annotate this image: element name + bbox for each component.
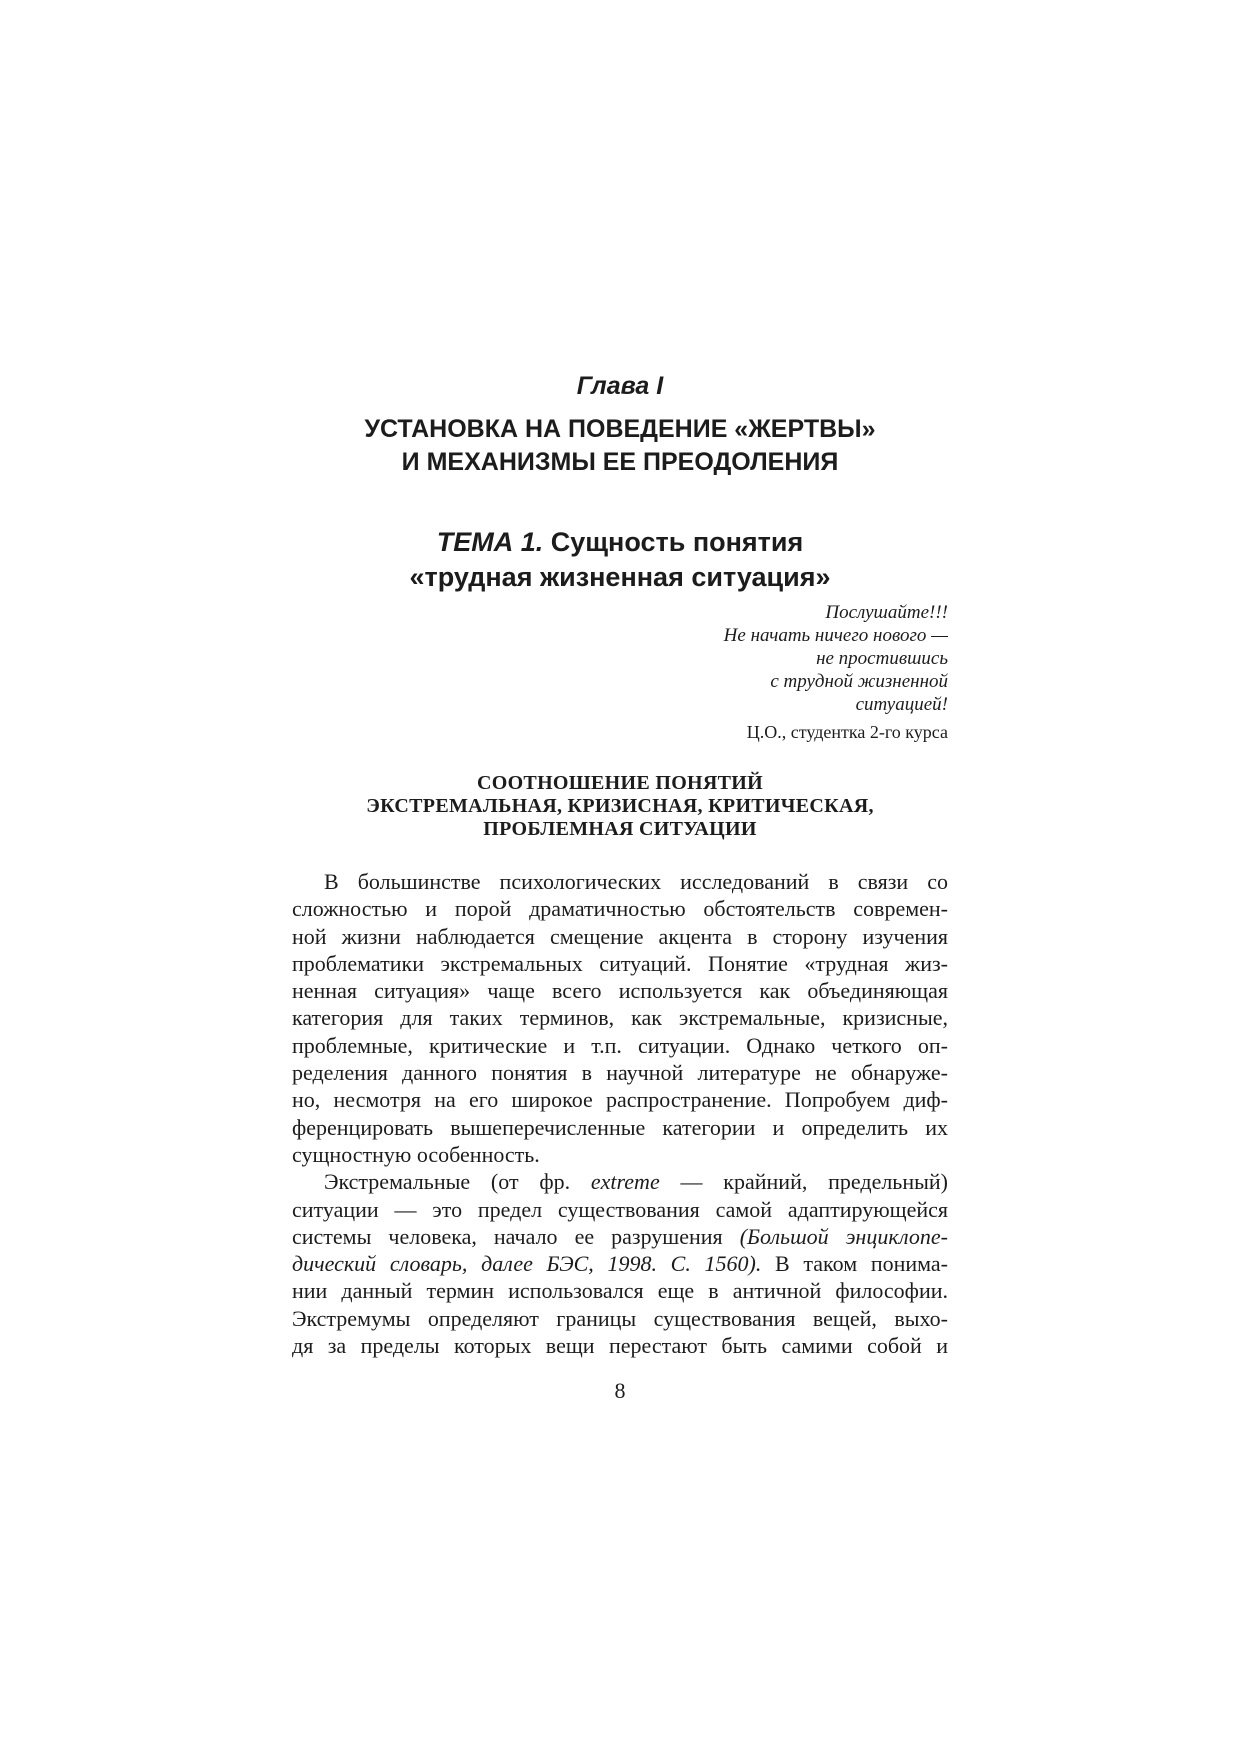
paragraph-line: ференцировать вышеперечисленные категории и определить их <box>292 1114 948 1140</box>
section-title-line: ПРОБЛЕМНАЯ СИТУАЦИИ <box>483 818 757 840</box>
text-span: В таком понима- <box>761 1251 948 1277</box>
paragraph-line: категория для таких терминов, как экстремальные, кризисные, <box>292 1005 948 1031</box>
paragraph-line: сложностью и порой драматичностью обстоятельств современ- <box>292 896 948 922</box>
epigraph-line: с трудной жизненной <box>770 671 948 692</box>
citation: (Большой энциклопе- <box>739 1223 948 1249</box>
paragraph-line: дя за пределы которых вещи перестают быть самими собой и <box>292 1333 948 1359</box>
topic-prefix: ТЕМА 1. <box>436 527 544 557</box>
section-title-line: СООТНОШЕНИЕ ПОНЯТИЙ <box>476 772 764 794</box>
paragraph-line: ределения данного понятия в научной литературе не обнаруже- <box>292 1060 948 1086</box>
epigraph-line: не простившись <box>816 648 948 669</box>
chapter-title-line: УСТАНОВКА НА ПОВЕДЕНИЕ «ЖЕРТВЫ» <box>364 415 876 443</box>
chapter-title-line: И МЕХАНИЗМЫ ЕЕ ПРЕОДОЛЕНИЯ <box>401 448 839 476</box>
chapter-title <box>0 413 1240 479</box>
paragraph-line: нии данный термин использовался еще в античной философии. <box>292 1278 948 1304</box>
paragraph-line: проблематики экстремальных ситуаций. Понятие «трудная жиз- <box>292 950 948 976</box>
paragraph-line: ненная ситуация» чаще всего используется как объединяющая <box>292 978 948 1004</box>
paragraph-line: проблемные, критические и т.п. ситуации. Однако четкого оп- <box>292 1032 948 1058</box>
text-span: системы человека, начало ее разрушения <box>292 1223 740 1249</box>
foreign-term: extreme <box>590 1169 660 1195</box>
epigraph <box>548 601 948 716</box>
epigraph-line: ситуацией! <box>855 694 948 715</box>
text-span: — крайний, предельный) <box>659 1169 948 1195</box>
topic-title-line: «трудная жизненная ситуация» <box>409 562 831 592</box>
epigraph-author: Ц.О., студентка 2-го курса <box>746 722 948 742</box>
paragraph-line: Экстремумы определяют границы существования вещей, выхо- <box>292 1305 948 1331</box>
topic-title-text: Сущность понятия <box>543 527 804 557</box>
epigraph-line: Не начать ничего нового — <box>723 625 948 646</box>
paragraph-line: ной жизни наблюдается смещение акцента в сторону изучения <box>292 923 948 949</box>
paragraph-line: но, несмотря на его широкое распространение. Попробуем диф- <box>292 1087 948 1113</box>
paragraph-line: сущностную особенность. <box>292 1141 540 1167</box>
paragraph-line: В большинстве психологических исследований в связи со <box>324 869 948 894</box>
body-text <box>292 868 948 1359</box>
section-title <box>0 772 1240 841</box>
text-span: Экстремальные (от фр. <box>324 1169 591 1195</box>
topic-title-line <box>0 525 1240 560</box>
paragraph-line <box>292 1250 948 1277</box>
epigraph-line: Послушайте!!! <box>825 602 948 623</box>
paragraph-line: ситуации — это предел существования самой адаптирующейся <box>292 1196 948 1222</box>
topic-title <box>0 525 1240 595</box>
paragraph-line <box>292 1168 948 1195</box>
chapter-label: Глава I <box>576 372 664 400</box>
paragraph-line <box>292 1223 948 1250</box>
citation: дический словарь, далее БЭС, 1998. С. 1560). <box>292 1251 762 1277</box>
section-title-line: ЭКСТРЕМАЛЬНАЯ, КРИЗИСНАЯ, КРИТИЧЕСКАЯ, <box>366 795 874 817</box>
page-number: 8 <box>614 1378 626 1403</box>
